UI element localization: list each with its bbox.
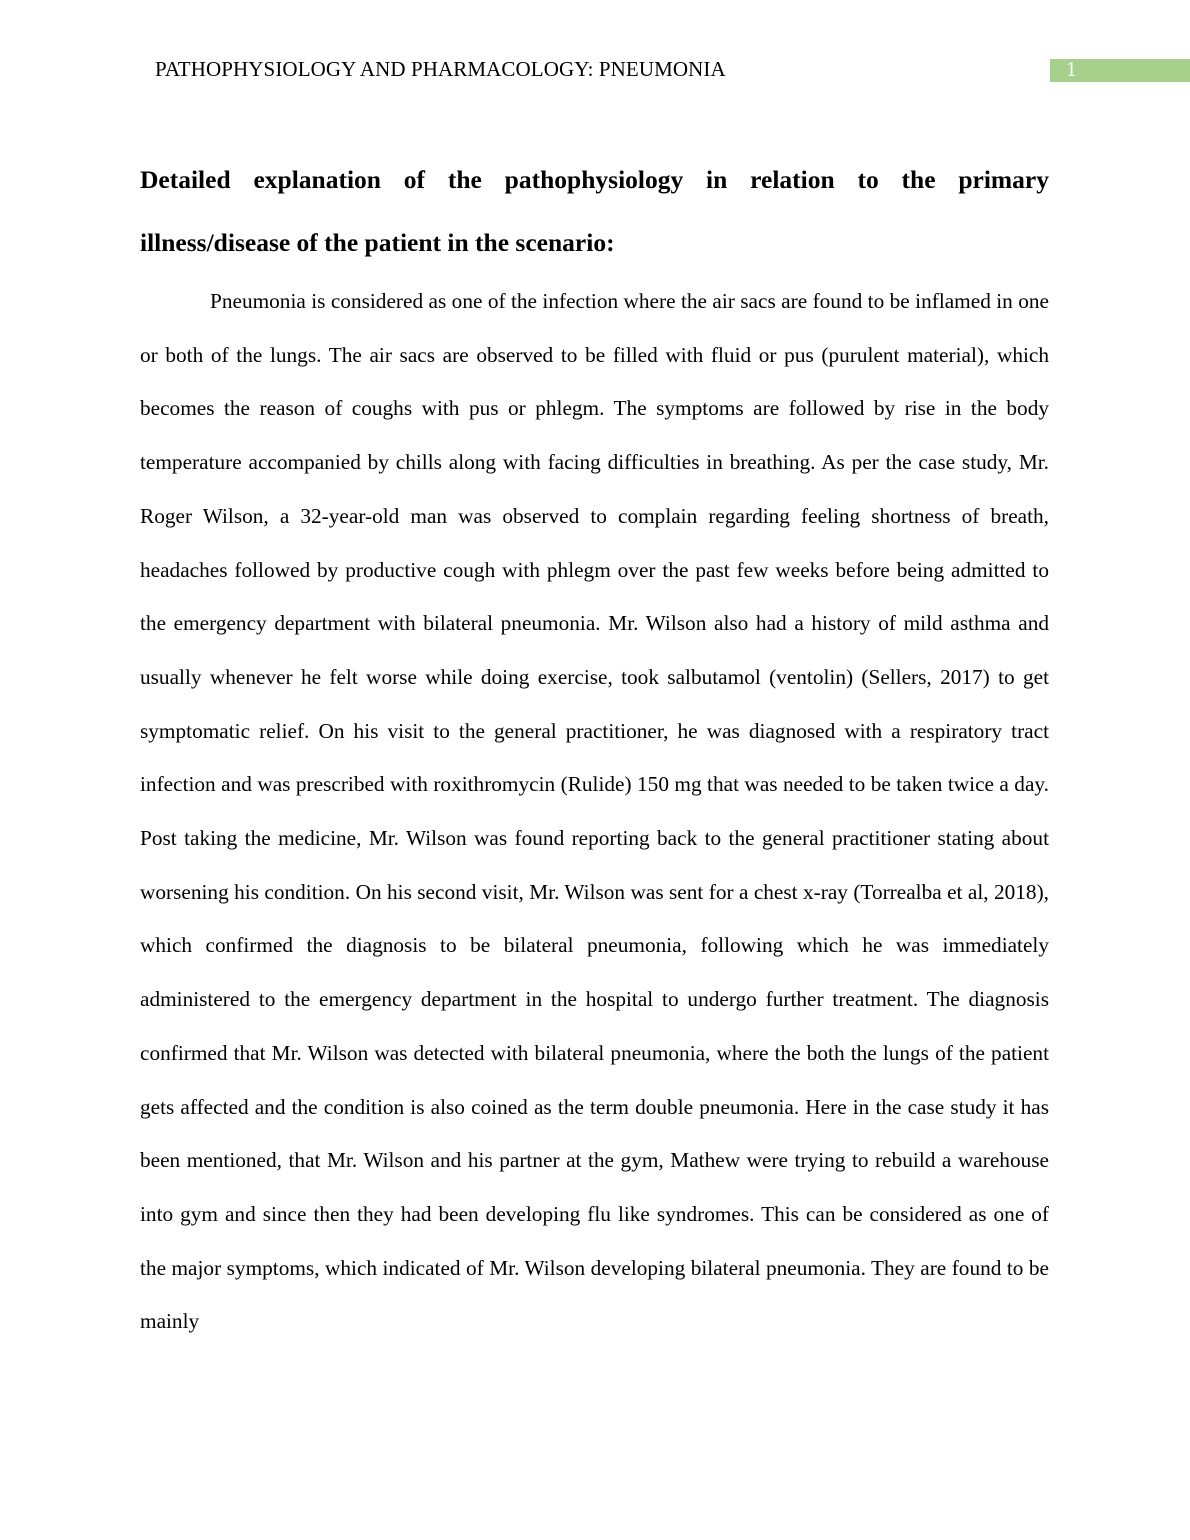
body-paragraph: Pneumonia is considered as one of the infection where the air sacs are found to be inflamed in one or both of the lungs. The air sacs are observed to be filled with fluid or pus (purulent material), which becomes the reason of coughs with pus or phlegm. The symptoms are followed by rise in the body temperature accompanied by chills along with facing difficulties in breathing. As per the case study, Mr. Roger Wilson, a 32-year-old man was observed to complain regarding feeling shortness of breath, headaches followed by productive cough with phlegm over the past few weeks before being admitted to the emergency department with bilateral pneumonia. Mr. Wilson also had a history of mild asthma and usually whenever he felt worse while doing exercise, took salbutamol (ventolin) (Sellers, 2017) to get symptomatic relief. On his visit to the general practitioner, he was diagnosed with a respiratory tract infection and was prescribed with roxithromycin (Rulide) 150 mg that was needed to be taken twice a day. Post taking the medicine, Mr. Wilson was found reporting back to the general practitioner stating about worsening his condition. On his second visit, Mr. Wilson was sent for a chest x-ray (Torrealba et al, 2018), which confirmed the diagnosis to be bilateral pneumonia, following which he was immediately administered to the emergency department in the hospital to undergo further treatment. The diagnosis confirmed that Mr. Wilson was detected with bilateral pneumonia, where the both the lungs of the patient gets affected and the condition is also coined as the term double pneumonia. Here in the case study it has been mentioned, that Mr. Wilson and his partner at the gym, Mathew were trying to rebuild a warehouse into gym and since then they had been developing flu like syndromes. This can be considered as one of the major symptoms, which indicated of Mr. Wilson developing bilateral pneumonia. They are found to be mainly (140, 289, 1049, 1334)
section-heading: Detailed explanation of the pathophysiology in relation to the primary illness/disease of the patient in the scenario: (140, 165, 1049, 257)
page-number: 1 (1066, 57, 1077, 81)
running-header-title: PATHOPHYSIOLOGY AND PHARMACOLOGY: PNEUMONIA (155, 57, 726, 81)
page-number-badge (1050, 59, 1190, 82)
